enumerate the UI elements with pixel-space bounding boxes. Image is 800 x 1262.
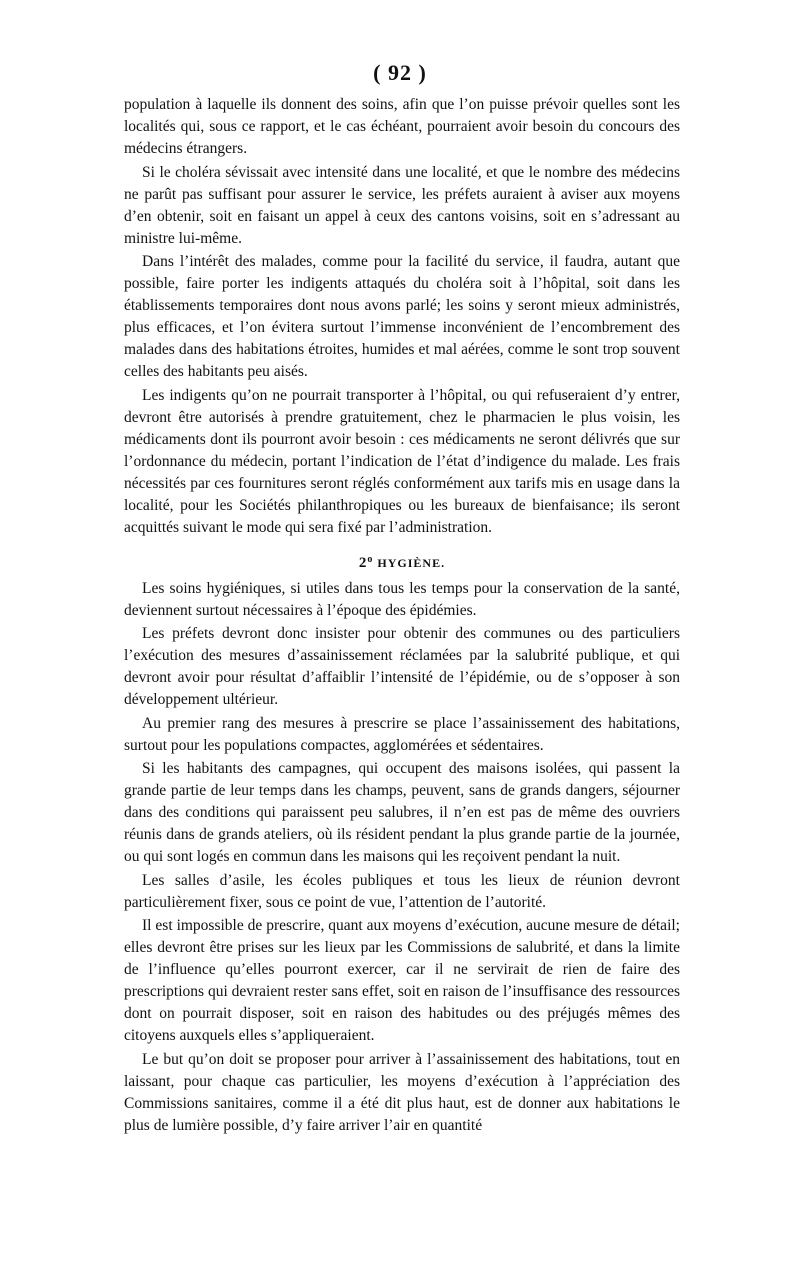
paragraph-6: Les préfets devront donc insister pour obtenir des communes ou des particuliers l’exécution des mesures d’assainissement réclamées par la salubrité publique, et qui devront avoir pour résultat d’affaiblir l’intensité de l’épidémie, ou de s’opposer à son développement ultérieur. xyxy=(124,625,680,708)
paragraph-4: Les indigents qu’on ne pourrait transporter à l’hôpital, ou qui refuseraient d’y entrer, devront être autorisés à prendre gratuitement, chez le pharmacien le plus voisin, les médicaments dont ils pourront avoir besoin : ces médicaments ne seront délivrés que sur l’ordonnance du médecin, portant l’indication de l’état d’indigence du malade. Les frais nécessités par ces fournitures seront réglés conformément aux tarifs mis en usage dans la localité, pour les Sociétés philanthropiques ou les bureaux de bienfaisance; ils seront acquittés suivant le mode qui sera fixé par l’administration. xyxy=(124,386,680,536)
paragraph-5: Les soins hygiéniques, si utiles dans tous les temps pour la conservation de la santé, deviennent surtout nécessaires à l’époque des épidémies. xyxy=(124,579,680,619)
section-number: 2 xyxy=(358,554,368,571)
section-heading xyxy=(124,549,680,574)
paragraph-8: Si les habitants des campagnes, qui occupent des maisons isolées, qui passent la grande partie de leur temps dans les champs, peuvent, sans de grands dangers, séjourner dans des conditions qui paraissent peu salubres, il n’en est pas de même des ouvriers réunis dans de grands ateliers, où ils résident pendant la plus grande partie de la journée, ou qui sont logés en commun dans les maisons qui les reçoivent pendant la nuit. xyxy=(124,760,680,865)
section-number-superscript: o xyxy=(367,553,374,565)
section-title: HYGIÈNE. xyxy=(377,555,446,570)
paragraph-10: Il est impossible de prescrire, quant aux moyens d’exécution, aucune mesure de détail; elles devront être prises sur les lieux par les Commissions de salubrité, et dans la limite de l’influence qu’elles pourront exercer, car il ne servirait de rien de faire des prescriptions qui devraient rester sans effet, soit en raison de l’insuffisance des ressources dont on pourrait disposer, soit en raison des habitudes ou des préjugés mêmes des citoyens auxquels elles s’appliqueraient. xyxy=(124,917,680,1044)
paragraph-2: Si le choléra sévissait avec intensité dans une localité, et que le nombre des médecins ne parût pas suffisant pour assurer le service, les préfets auraient à aviser aux moyens d’en obtenir, soit en faisant un appel à ceux des cantons voisins, soit en s’adressant au ministre lui-même. xyxy=(124,163,680,247)
body-text xyxy=(124,94,680,1138)
page-number: ( 92 ) xyxy=(373,60,427,85)
paragraph-11: Le but qu’on doit se proposer pour arriver à l’assainissement des habitations, tout en laissant, pour chaque cas particulier, les moyens d’exécution à l’appréciation des Commissions sanitaires, comme il a été dit plus haut, est de donner aux habitations le plus de lumière possible, d’y faire arriver l’air en quantité xyxy=(124,1050,680,1134)
paragraph-1: population à laquelle ils donnent des soins, afin que l’on puisse prévoir quelles sont les localités qui, sous ce rapport, et le cas échéant, pourraient avoir besoin du concours des médecins étrangers. xyxy=(124,96,680,157)
paragraph-9: Les salles d’asile, les écoles publiques et tous les lieux de réunion devront particulièrement fixer, sous ce point de vue, l’attention de l’autorité. xyxy=(124,871,680,911)
paragraph-3: Dans l’intérêt des malades, comme pour la facilité du service, il faudra, autant que possible, faire porter les indigents attaqués du choléra soit à l’hôpital, soit dans les établissements temporaires dont nous avons parlé; les soins y seront mieux administrés, plus efficaces, et l’on évitera surtout l’immense inconvénient de l’encombrement des malades dans des habitations étroites, humides et mal aérées, comme le sont trop souvent celles des habitants peu aisés. xyxy=(124,253,680,380)
paragraph-7: Au premier rang des mesures à prescrire se place l’assainissement des habitations, surtout pour les populations compactes, agglomérées et sédentaires. xyxy=(124,714,680,754)
